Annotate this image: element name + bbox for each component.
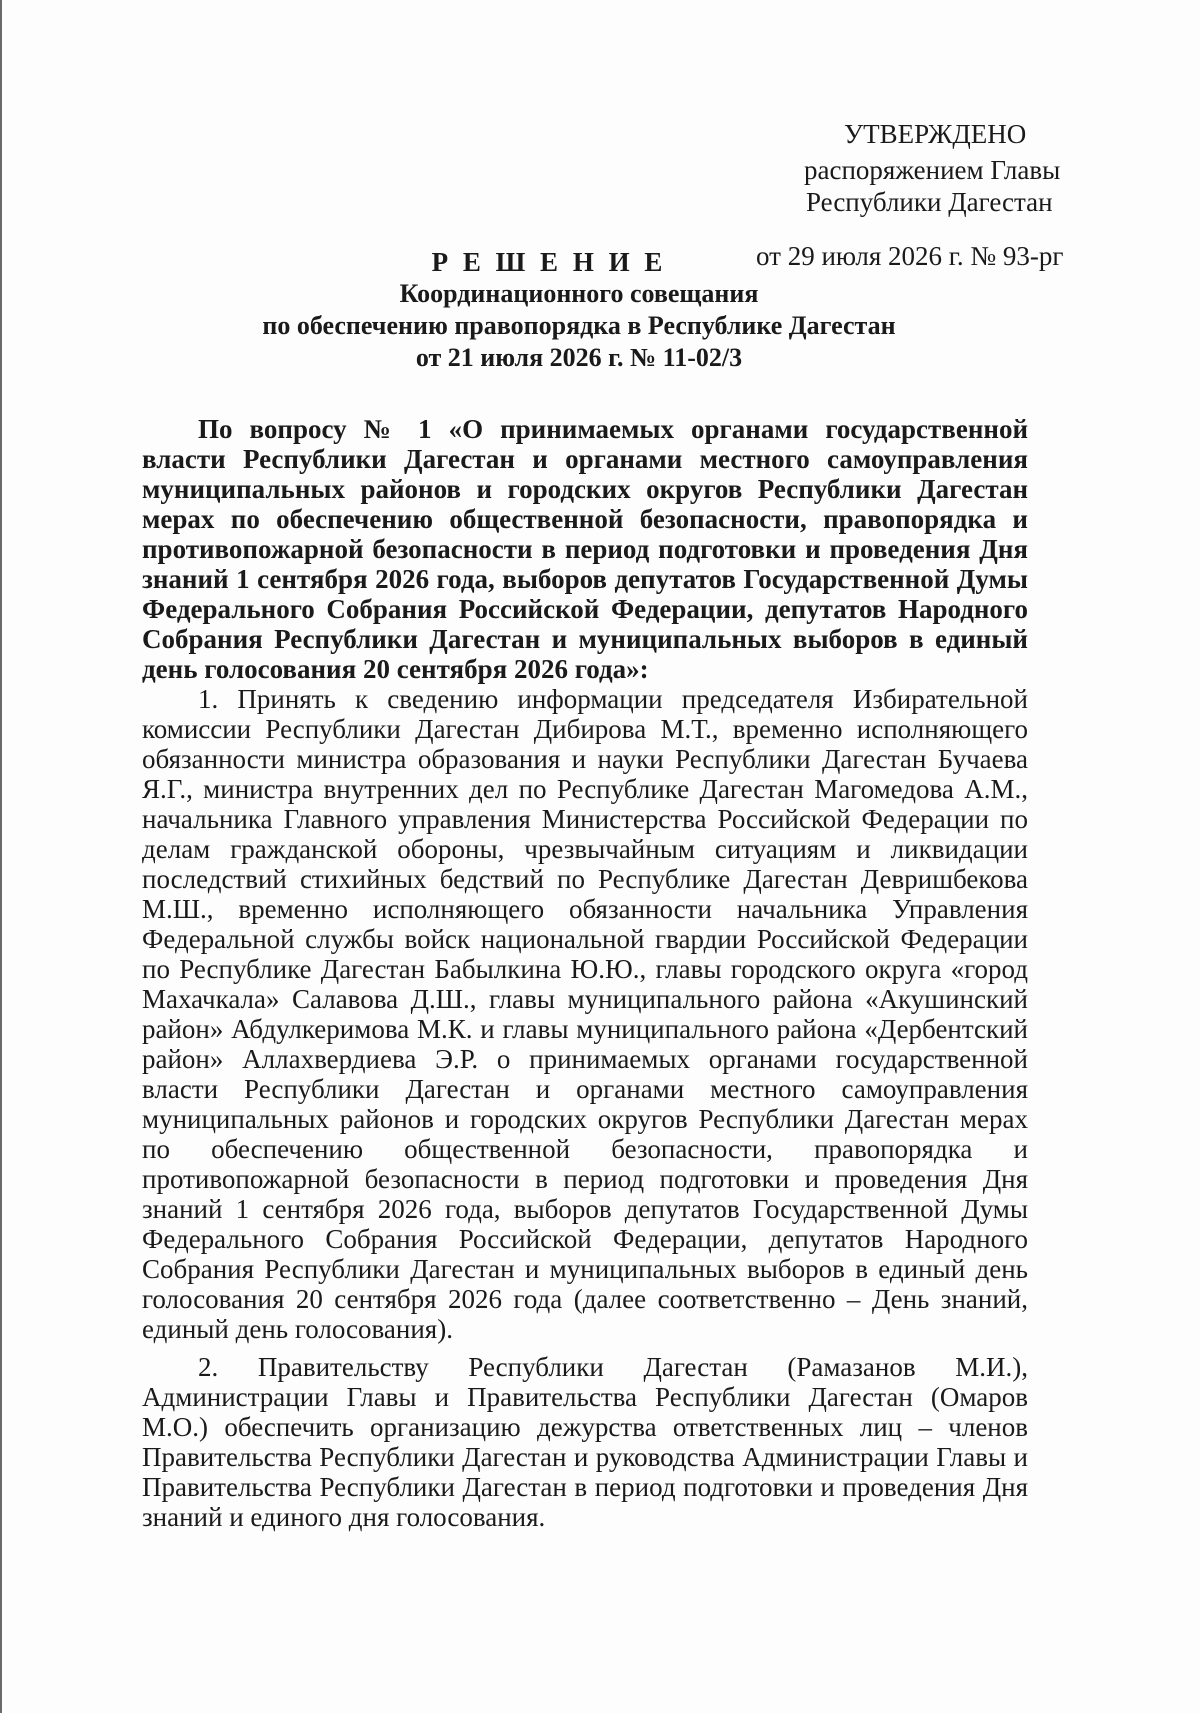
decision-item-1: 1. Принять к сведению информации председателя Избирательной комиссии Республики Дагестан Дибирова М.Т., временно исполняющего обязанности министра образования и науки Республики Дагестан Бучаева Я.Г., министра внутренних дел по Республике Дагестан Магомедова А.М., начальника Главного управления Министерства Российской Федерации по делам гражданской обороны, чрезвычайным ситуациям и ликвидации последствий стихийных бедствий по Республике Дагестан Девришбекова М.Ш., временно исполняющего обязанности начальника Управления Федеральной службы войск национальной гвардии Российской Федерации по Республике Дагестан Бабылкина Ю.Ю., главы городского округа «город Махачкала» Салавова Д.Ш., главы муниципального района «Акушинский район» Абдулкеримова М.К. и главы муниципального района «Дербентский район» Аллахвердиева Э.Р. о принимаемых органами государственной власти Республики Дагестан и органами местного самоуправления муниципальных районов и городских округов Республики Дагестан мерах по обеспечению общественной безопасности, правопорядка и противопожарной безопасности в период подготовки и проведения Дня знаний 1 сентября 2026 года, выборов депутатов Государственной Думы Федерального Собрания Российской Федерации, депутатов Народного Собрания Республики Дагестан и муниципальных выборов в единый день голосования 20 сентября 2026 года (далее соответственно – День знаний, единый день голосования). (142, 684, 1028, 1344)
decision-title-block (130, 246, 1028, 374)
question-header: По вопросу № 1 «О принимаемых органами государственной власти Республики Дагестан и органами местного самоуправления муниципальных районов и городских округов Республики Дагестан мерах по обеспечению общественной безопасности, правопорядка и противопожарной безопасности в период подготовки и проведения Дня знаний 1 сентября 2026 года, выборов депутатов Государственной Думы Федерального Собрания Российской Федерации, депутатов Народного Собрания Республики Дагестан и муниципальных выборов в единый день голосования 20 сентября 2026 года»: (142, 414, 1028, 684)
approval-region: Республики Дагестан (806, 187, 1053, 217)
decision-heading: Р Е Ш Е Н И Е (431, 247, 667, 277)
decision-body (142, 414, 1028, 1532)
scan-edge-line (0, 0, 2, 1713)
approval-date-number: от 29 июля 2026 г. № 93-рг (756, 241, 1064, 271)
approval-title: УТВЕРЖДЕНО (844, 119, 1027, 149)
approval-authority: распоряжением Главы (804, 155, 1061, 185)
decision-subject: по обеспечению правопорядка в Республике Дагестан (262, 311, 896, 340)
decision-item-2: 2. Правительству Республики Дагестан (Рамазанов М.И.), Администрации Главы и Правительства Республики Дагестан (Омаров М.О.) обеспечить организацию дежурства ответственных лиц – членов Правительства Республики Дагестан и руководства Администрации Главы и Правительства Республики Дагестан в период подготовки и проведения Дня знаний и единого дня голосования. (142, 1352, 1028, 1532)
decision-issuer: Координационного совещания (399, 279, 759, 308)
decision-date-number: от 21 июля 2026 г. № 11-02/3 (415, 343, 743, 372)
